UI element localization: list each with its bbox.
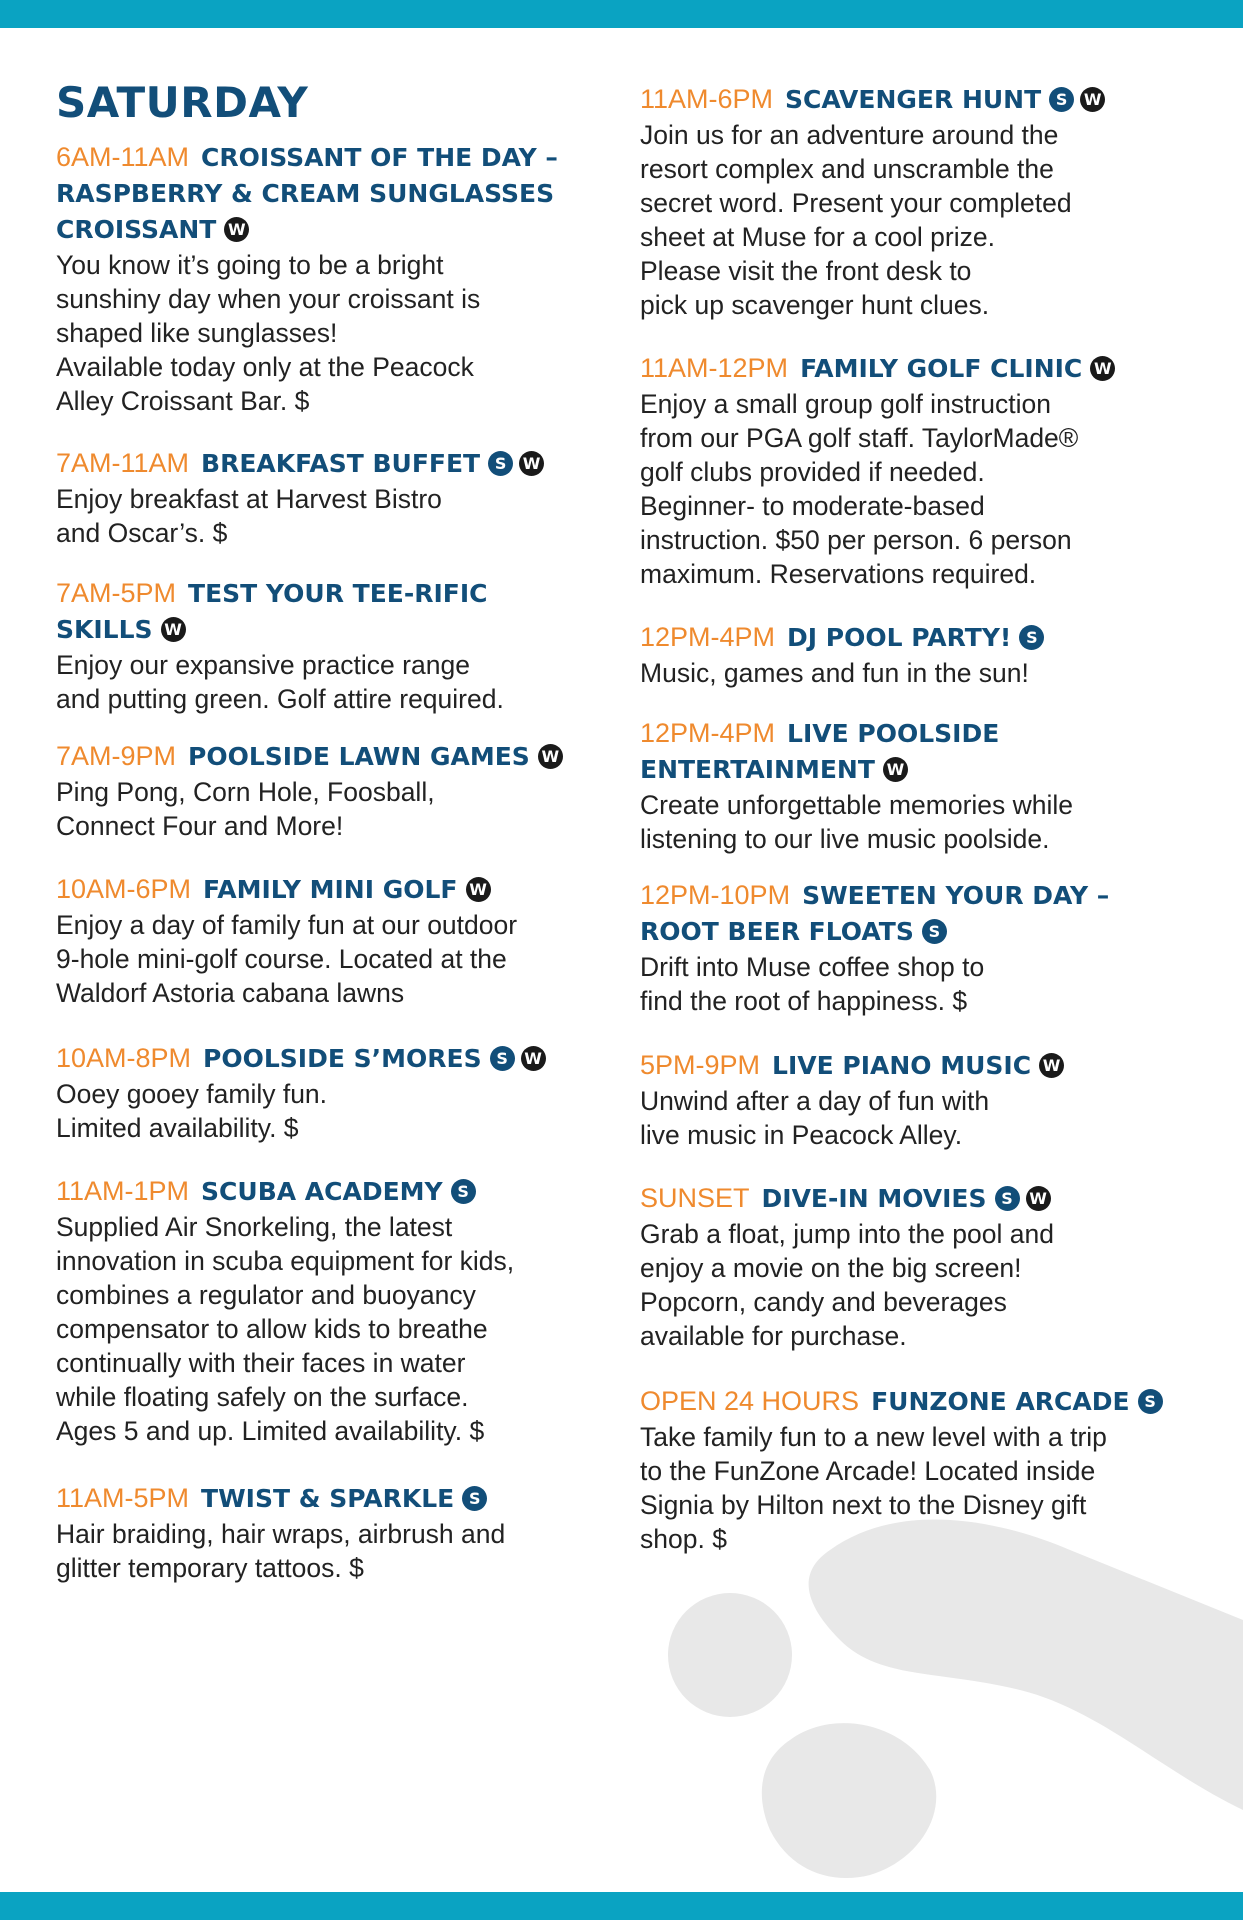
event-time: 12PM-4PM [640,718,776,748]
event-description: Music, games and fun in the sun! [640,658,1029,688]
event-title-line: ROOT BEER FLOATS [640,917,914,946]
event-description: Ooey gooey family fun. Limited availability. $ [56,1079,328,1143]
event-title: TEST YOUR TEE-RIFIC [188,579,488,608]
event-time: 11AM-12PM [640,353,789,383]
event-title: POOLSIDE S’MORES [203,1044,482,1073]
w-badge-icon: W [466,877,491,902]
event-live-poolside-entertainment [640,716,1200,856]
s-badge-icon: S [462,1486,487,1511]
s-badge-icon: S [490,1046,515,1071]
event-title-line: SKILLS [56,615,153,644]
event-description: Grab a float, jump into the pool and enjoy a movie on the big screen! Popcorn, candy and beverages available for purchase. [640,1219,1054,1351]
w-badge-icon: W [521,1046,546,1071]
event-description: You know it’s going to be a bright sunshiny day when your croissant is shaped like sunglasses! Available today only at the Peacock Alley Croissant Bar. $ [56,250,481,416]
event-twist-and-sparkle [56,1481,608,1585]
s-badge-icon: S [995,1186,1020,1211]
w-badge-icon: W [519,451,544,476]
event-time: 7AM-11AM [56,448,190,478]
s-badge-icon: S [1019,625,1044,650]
event-description: Unwind after a day of fun with live music in Peacock Alley. [640,1086,990,1150]
event-dj-pool-party [640,620,1200,690]
event-description: Enjoy our expansive practice range and putting green. Golf attire required. [56,650,504,714]
event-title-line: RASPBERRY & CREAM SUNGLASSES [56,179,555,208]
w-badge-icon: W [1039,1053,1064,1078]
event-description: Enjoy a day of family fun at our outdoor 9-hole mini-golf course. Located at the Waldorf Astoria cabana lawns [56,910,518,1008]
event-title: DIVE-IN MOVIES [761,1184,987,1213]
event-time: 5PM-9PM [640,1050,761,1080]
event-funzone-arcade [640,1384,1200,1556]
event-title: LIVE POOLSIDE [787,719,1000,748]
event-title: FUNZONE ARCADE [871,1387,1130,1416]
bottom-accent-bar [0,1892,1243,1920]
event-poolside-lawn-games [56,739,608,843]
w-badge-icon: W [1026,1186,1051,1211]
w-badge-icon: W [1090,356,1115,381]
event-tee-rific-skills [56,576,608,716]
event-dive-in-movies [640,1181,1200,1353]
s-badge-icon: S [451,1179,476,1204]
event-title: SCAVENGER HUNT [785,85,1042,114]
w-badge-icon: W [224,217,249,242]
event-time: 12PM-10PM [640,880,791,910]
event-description: Take family fun to a new level with a trip to the FunZone Arcade! Located inside Signia by Hilton next to the Disney gift shop. $ [640,1422,1107,1554]
s-badge-icon: S [922,919,947,944]
top-accent-bar [0,0,1243,28]
w-badge-icon: W [883,757,908,782]
event-breakfast-buffet [56,446,608,550]
w-badge-icon: W [161,617,186,642]
event-title: POOLSIDE LAWN GAMES [188,742,530,771]
event-title: SWEETEN YOUR DAY – [802,881,1110,910]
event-time: 6AM-11AM [56,142,190,172]
event-description: Enjoy a small group golf instruction from our PGA golf staff. TaylorMade® golf clubs provided if needed. Beginner- to moderate-based instruction. $50 per person. 6 person maximum. Reservations required. [640,389,1079,589]
event-time: 12PM-4PM [640,622,776,652]
event-description: Ping Pong, Corn Hole, Foosball, Connect Four and More! [56,777,435,841]
event-family-mini-golf [56,872,608,1010]
s-badge-icon: S [488,451,513,476]
event-title: TWIST & SPARKLE [201,1484,455,1513]
event-title-line: CROISSANT [56,215,217,244]
event-time: OPEN 24 HOURS [640,1386,860,1416]
event-description: Drift into Muse coffee shop to find the root of happiness. $ [640,952,985,1016]
event-time: 10AM-6PM [56,874,192,904]
event-poolside-smores [56,1041,608,1145]
event-description: Supplied Air Snorkeling, the latest innovation in scuba equipment for kids, combines a regulator and buoyancy compensator to allow kids to breathe continually with their faces in water while floating safely on the surface. Ages 5 and up. Limited availability. $ [56,1212,515,1446]
event-title: FAMILY MINI GOLF [203,875,458,904]
event-title: LIVE PIANO MUSIC [772,1051,1032,1080]
event-time: 11AM-6PM [640,84,774,114]
event-time: 11AM-1PM [56,1176,190,1206]
event-family-golf-clinic [640,351,1200,591]
s-badge-icon: S [1138,1389,1163,1414]
event-description: Create unforgettable memories while listening to our live music poolside. [640,790,1074,854]
event-title: CROISSANT OF THE DAY – [201,143,558,172]
event-time: 10AM-8PM [56,1043,192,1073]
event-description: Enjoy breakfast at Harvest Bistro and Oscar’s. $ [56,484,442,548]
event-description: Hair braiding, hair wraps, airbrush and glitter temporary tattoos. $ [56,1519,506,1583]
w-badge-icon: W [1080,87,1105,112]
event-scuba-academy [56,1174,608,1448]
event-title: SCUBA ACADEMY [201,1177,443,1206]
event-time: 7AM-9PM [56,741,177,771]
event-time: SUNSET [640,1183,750,1213]
event-live-piano-music [640,1048,1200,1152]
s-badge-icon: S [1049,87,1074,112]
event-description: Join us for an adventure around the resort complex and unscramble the secret word. Present your completed sheet at Muse for a cool prize. Please visit the front desk to pick up scavenger hunt clues. [640,120,1072,320]
w-badge-icon: W [538,744,563,769]
event-time: 7AM-5PM [56,578,177,608]
event-scavenger-hunt [640,82,1200,322]
event-croissant [56,140,608,418]
event-time: 11AM-5PM [56,1483,190,1513]
event-title: BREAKFAST BUFFET [201,449,481,478]
event-root-beer-floats [640,878,1200,1018]
event-title: FAMILY GOLF CLINIC [800,354,1083,383]
day-title: SATURDAY [56,78,309,127]
event-title: DJ POOL PARTY! [787,623,1012,652]
event-title-line: ENTERTAINMENT [640,755,875,784]
